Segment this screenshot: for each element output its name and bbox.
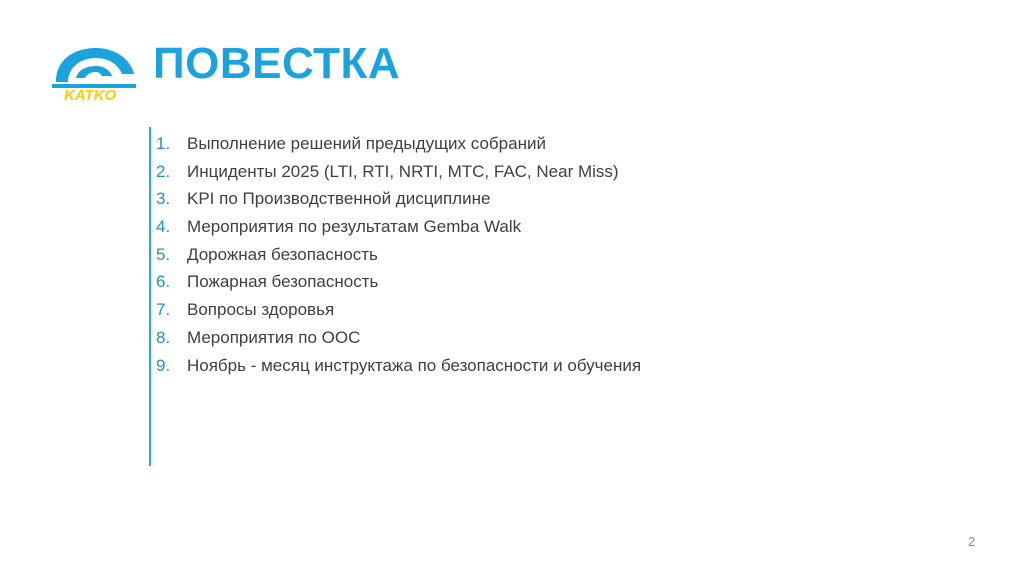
page-title: ПОВЕСТКА bbox=[153, 39, 401, 88]
item-number: 8. bbox=[156, 327, 171, 347]
item-number: 4. bbox=[156, 217, 171, 237]
item-text: KPI по Производственной дисциплине bbox=[187, 189, 491, 209]
agenda-item bbox=[156, 213, 641, 241]
agenda-item bbox=[156, 268, 641, 296]
item-number: 2. bbox=[156, 161, 171, 181]
agenda-item bbox=[156, 352, 641, 380]
item-text: Пожарная безопасность bbox=[187, 272, 379, 292]
item-text: Мероприятия по ООС bbox=[187, 327, 361, 347]
agenda-item bbox=[156, 185, 641, 213]
item-number: 1. bbox=[156, 134, 171, 153]
item-number: 5. bbox=[156, 244, 171, 264]
item-number: 3. bbox=[156, 189, 171, 209]
vertical-divider bbox=[149, 127, 151, 466]
item-text: Мероприятия по результатам Gemba Walk bbox=[187, 217, 522, 237]
page-number: 2 bbox=[968, 534, 976, 549]
agenda-item bbox=[156, 296, 641, 324]
item-text: Инциденты 2025 (LTI, RTI, NRTI, MTC, FAC, Near Miss) bbox=[187, 161, 619, 181]
item-text: Дорожная безопасность bbox=[187, 244, 378, 264]
item-number: 7. bbox=[156, 300, 171, 320]
item-text: Вопросы здоровья bbox=[187, 300, 335, 320]
item-number: 9. bbox=[156, 355, 171, 375]
agenda-item bbox=[156, 241, 641, 269]
agenda-list bbox=[156, 130, 641, 379]
katko-logo bbox=[50, 44, 142, 102]
agenda-item bbox=[156, 324, 641, 352]
item-text: Ноябрь - месяц инструктажа по безопасности и обучения bbox=[187, 355, 642, 375]
item-text: Выполнение решений предыдущих собраний bbox=[187, 134, 546, 153]
item-number: 6. bbox=[156, 272, 171, 292]
agenda-item bbox=[156, 130, 641, 158]
logo-text: KATKO bbox=[64, 87, 117, 102]
agenda-item bbox=[156, 158, 641, 186]
